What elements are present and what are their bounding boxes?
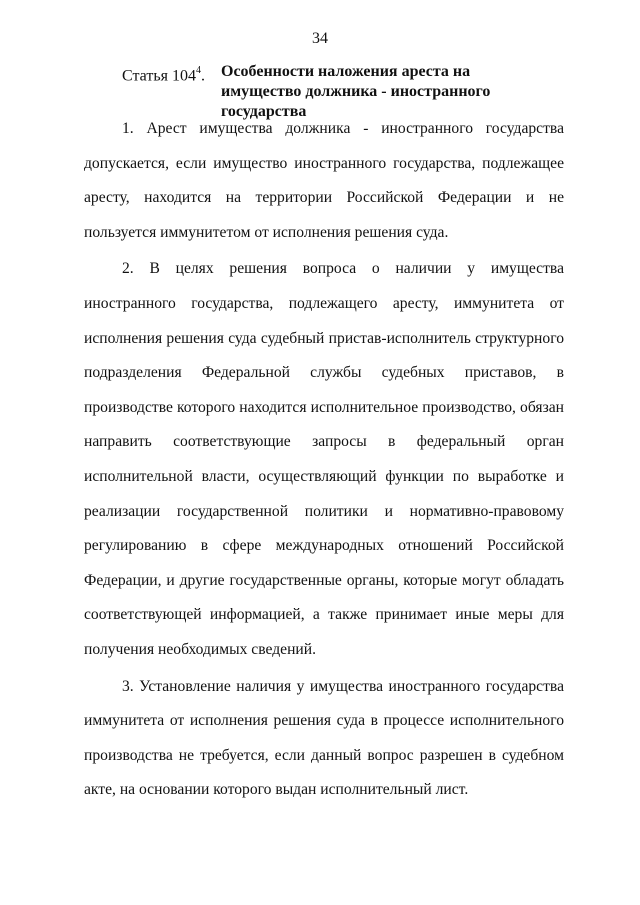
article-label-dot: . — [200, 67, 205, 85]
paragraph-2: 2. В целях решения вопроса о наличии у имущества иностранного государства, подлежащего аресту, иммунитета от исполнения решения суда судебный пристав-исполнитель структурного подразделения Федеральной службы судебных приставов, в производстве которого находится исполнительное производство, обязан направить соответствующие запросы в федеральный орган исполнительной власти, осуществляющий функции по выработке и реализации государственной политики и нормативно-правовому регулированию в сфере международных отношений Российской Федерации, и другие государственные органы, которые могут обладать соответствующей информацией, а также принимает иные меры для получения необходимых сведений. — [84, 260, 564, 658]
article-label — [122, 62, 221, 86]
paragraph-3: 3. Установление наличия у имущества иностранного государства иммунитета от исполнения решения суда в процессе исполнительного производства не требуется, если данный вопрос разрешен в судебном акте, на основании которого выдан исполнительный лист. — [84, 677, 564, 799]
article-label-text: Статья 104 — [122, 67, 196, 85]
paragraph-1: 1. Арест имущества должника - иностранного государства допускается, если имущество иностранного государства, подлежащее аресту, находится на территории Российской Федерации и не пользуется иммунитетом от исполнения решения суда. — [84, 120, 564, 241]
article-superscript: 4 — [195, 65, 201, 76]
article-body — [84, 112, 564, 808]
article-title: Особенности наложения ареста на имущество должника - иностранного государства — [221, 63, 491, 120]
page-number: 34 — [312, 30, 328, 47]
